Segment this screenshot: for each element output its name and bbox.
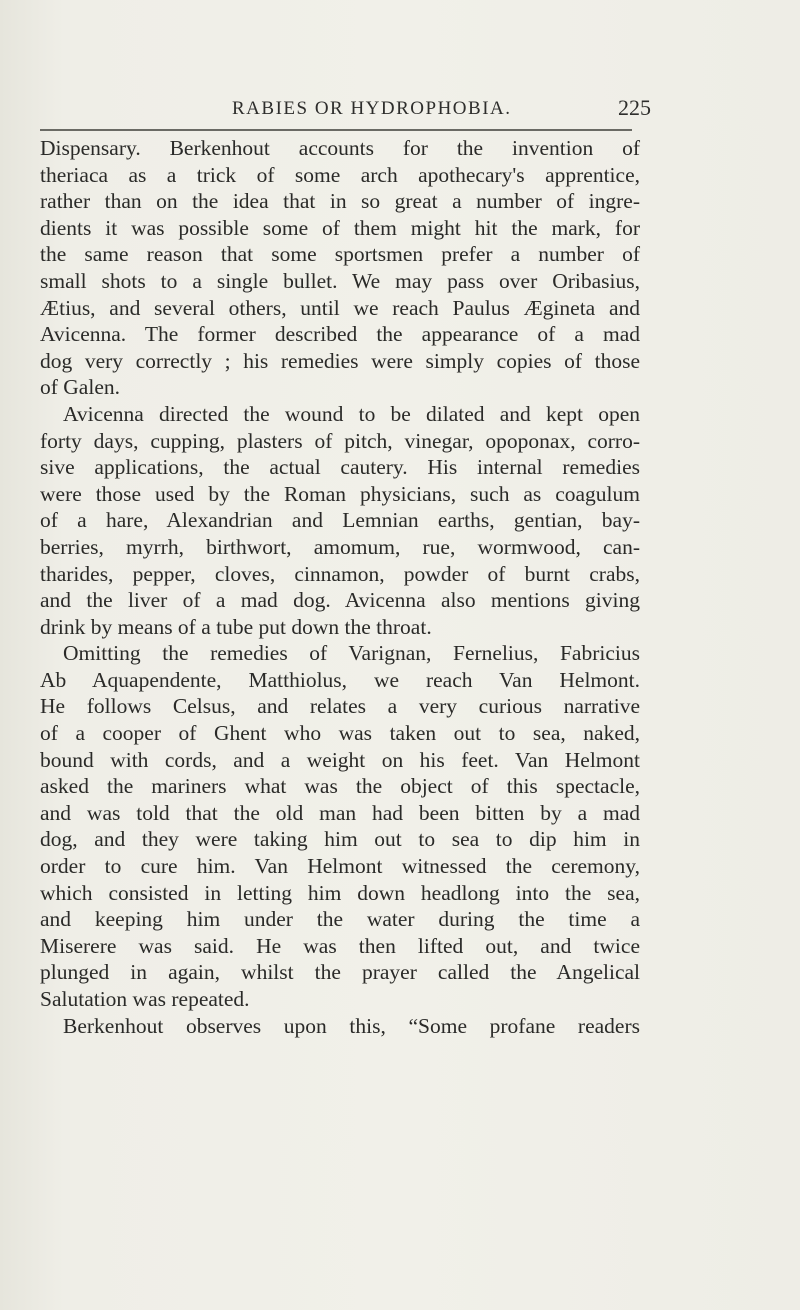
text-line: were those used by the Roman physicians, such as coagulum <box>40 481 640 506</box>
text-line: dog, and they were taking him out to sea to dip him in <box>40 827 640 852</box>
text-line: Salutation was repeated. <box>40 987 250 1011</box>
text-line: asked the mariners what was the object of this spectacle, <box>40 774 640 799</box>
text-line: drink by means of a tube put down the throat. <box>40 614 432 639</box>
page-number: 225 <box>618 95 651 120</box>
text-line: Berkenhout observes upon this, “Some profane readers <box>63 1013 640 1038</box>
text-line: of a cooper of Ghent who was taken out to sea, naked, <box>40 721 640 746</box>
text-line: dients it was possible some of them might hit the mark, for <box>40 215 640 240</box>
text-line: Avicenna. The former described the appearance of a mad <box>40 322 640 347</box>
text-line: Miserere was said. He was then lifted out, and twice <box>40 933 640 958</box>
running-head <box>0 95 800 122</box>
text-line: and was told that the old man had been bitten by a mad <box>40 800 640 825</box>
text-line: order to cure him. Van Helmont witnessed the ceremony, <box>40 854 640 879</box>
body-text <box>40 135 640 1039</box>
text-line: and keeping him under the water during the time a <box>40 907 640 932</box>
text-line: of a hare, Alexandrian and Lemnian earths, gentian, bay- <box>40 508 640 533</box>
text-line: and the liver of a mad dog. Avicenna also mentions giving <box>40 588 640 613</box>
text-line: the same reason that some sportsmen prefer a number of <box>40 242 640 267</box>
text-line: sive applications, the actual cautery. His internal remedies <box>40 455 640 480</box>
text-line: Omitting the remedies of Varignan, Fernelius, Fabricius <box>63 641 640 666</box>
text-line: theriaca as a trick of some arch apothecary's apprentice, <box>40 162 640 187</box>
text-line: Dispensary. Berkenhout accounts for the invention of <box>40 136 640 160</box>
text-line: Avicenna directed the wound to be dilated and kept open <box>63 401 640 426</box>
text-line: plunged in again, whilst the prayer called the Angelical <box>40 960 640 985</box>
text-line: dog very correctly ; his remedies were simply copies of those <box>40 348 640 373</box>
text-line: forty days, cupping, plasters of pitch, vinegar, opoponax, corro- <box>40 428 640 453</box>
text-line: berries, myrrh, birthwort, amomum, rue, wormwood, can- <box>40 534 640 559</box>
text-line: small shots to a single bullet. We may pass over Oribasius, <box>40 268 640 293</box>
text-line: He follows Celsus, and relates a very curious narrative <box>40 694 640 719</box>
text-line: Ætius, and several others, until we reach Paulus Ægineta and <box>40 295 640 320</box>
text-line: tharides, pepper, cloves, cinnamon, powder of burnt crabs, <box>40 561 640 586</box>
text-line: of Galen. <box>40 375 120 400</box>
header-rule <box>40 129 632 131</box>
text-line: bound with cords, and a weight on his feet. Van Helmont <box>40 747 640 772</box>
text-line: Ab Aquapendente, Matthiolus, we reach Van Helmont. <box>40 667 640 692</box>
text-line: which consisted in letting him down headlong into the sea, <box>40 880 640 905</box>
text-line: rather than on the idea that in so great a number of ingre- <box>40 189 640 214</box>
running-title: RABIES OR HYDROPHOBIA. <box>232 98 512 119</box>
